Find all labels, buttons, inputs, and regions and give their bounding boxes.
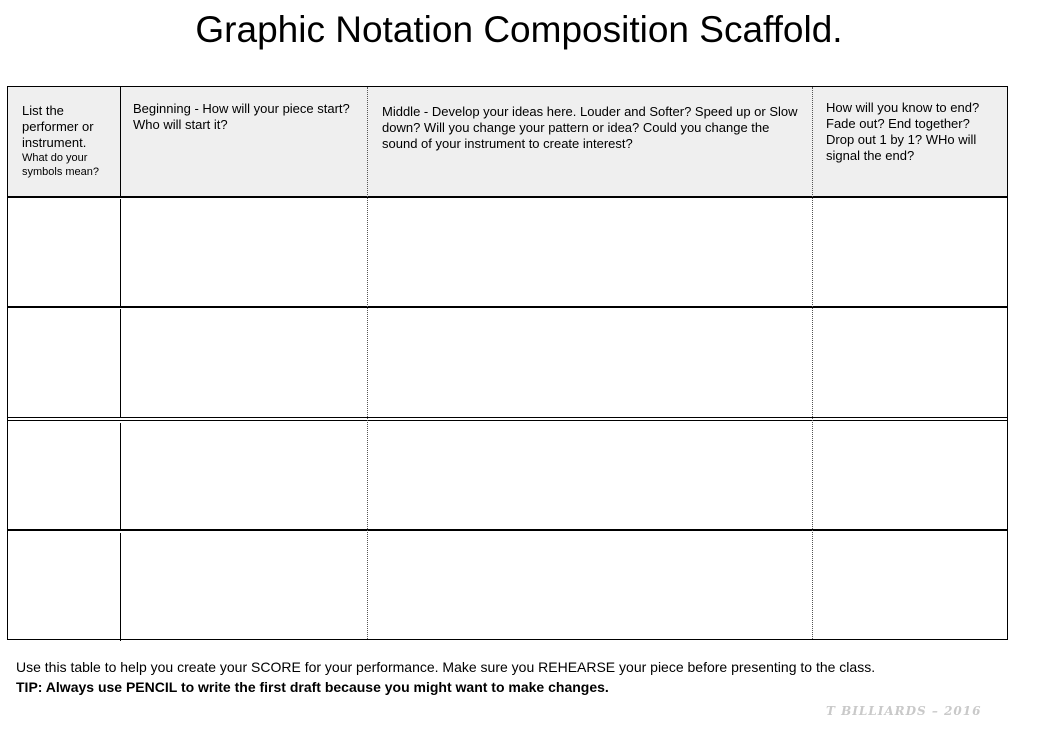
score-table	[7, 86, 1008, 640]
page-title: Graphic Notation Composition Scaffold.	[195, 9, 843, 50]
header-performer	[8, 87, 120, 196]
column-divider	[120, 87, 121, 196]
header-end: How will you know to end? Fade out? End together? Drop out 1 by 1? WHo will signal the end?	[826, 100, 980, 163]
row-divider	[8, 417, 1007, 418]
header-beginning: Beginning - How will your piece start? Who will start it?	[133, 101, 350, 132]
instructions-note: Use this table to help you create your SCORE for your performance. Make sure you REHEARSE your piece before presenting to the class.	[16, 659, 876, 675]
table-row[interactable]	[8, 531, 1007, 639]
header-performer-label: List the performer or instrument.	[22, 103, 94, 150]
header-performer-sublabel: What do your symbols mean?	[22, 152, 100, 178]
table-header-row	[8, 87, 1007, 196]
table-row[interactable]	[8, 198, 1007, 306]
header-middle: Middle - Develop your ideas here. Louder and Softer? Speed up or Slow down? Will you change your pattern or idea? Could you change the sound of your instrument to create interest?	[382, 104, 798, 151]
table-row[interactable]	[8, 421, 1007, 529]
instructions-tip: TIP: Always use PENCIL to write the first draft because you might want to make changes.	[16, 679, 609, 695]
table-row[interactable]	[8, 308, 1007, 417]
author-credit: T BILLIARDS – 2016	[826, 704, 982, 718]
